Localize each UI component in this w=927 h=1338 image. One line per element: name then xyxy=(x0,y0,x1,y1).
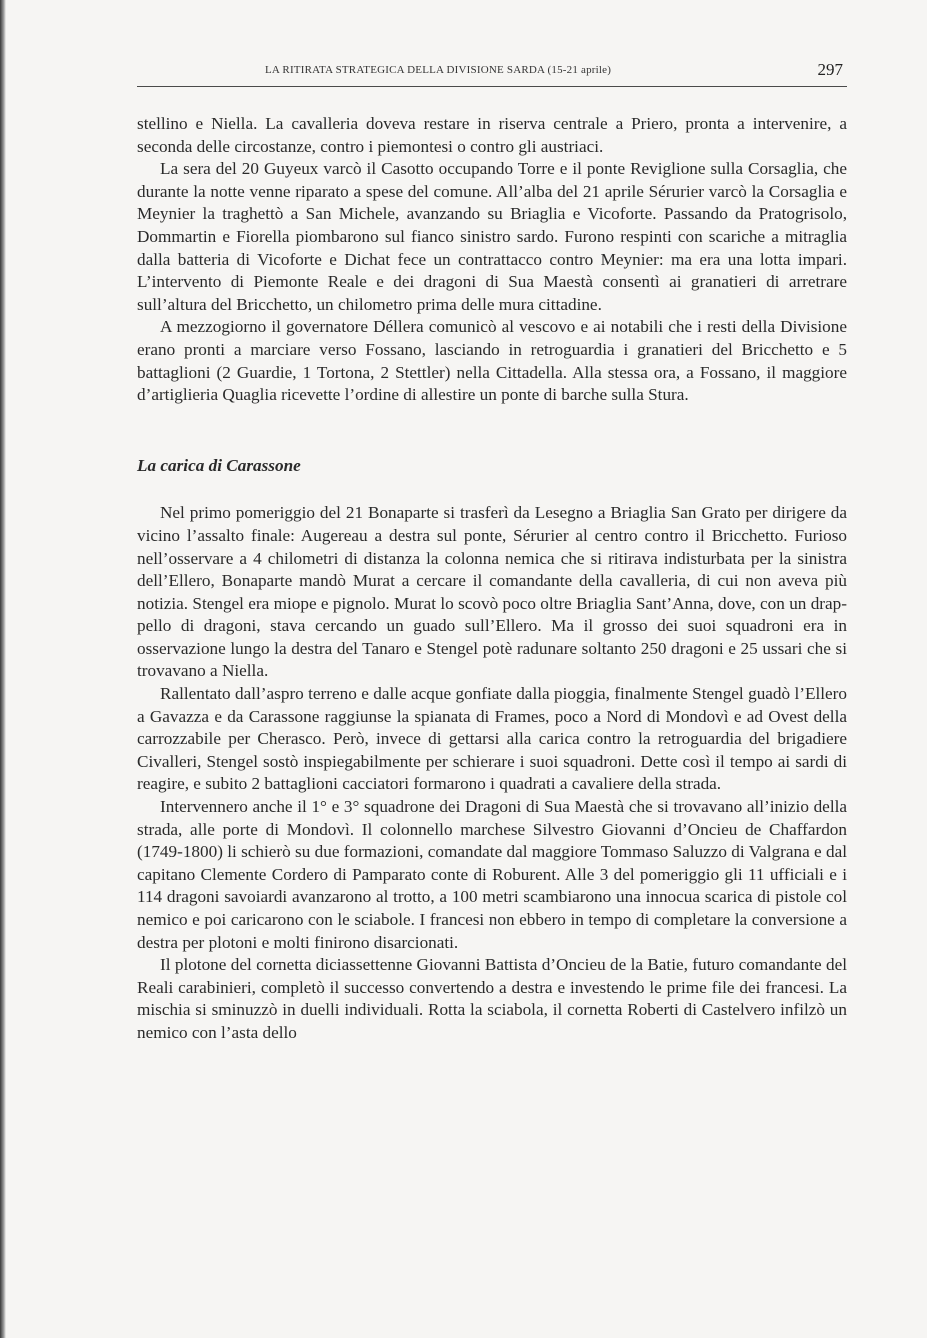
paragraph: La sera del 20 Guyeux varcò il Casotto occupando Torre e il ponte Reviglione sulla Corsaglia, che durante la notte venne riparato a spese del comune. All’alba del 21 aprile Sérurier varcò la Corsaglia e Meynier la traghettò a San Michele, avanzando su Briaglia e Vicoforte. Passando da Pratogrisolo, Dommartin e Fiorella piombarono sul fianco sinistro sardo. Furono respinti con scariche a mitraglia dalla batteria di Vicoforte e Dichat fece un contrattacco contro Meynier: ma era una lotta impari. L’intervento di Piemonte Reale e dei dragoni di Sua Maestà consentì ai granatieri di arretrare sull’altura del Bricchetto, un chilometro prima delle mura cittadine. xyxy=(137,159,847,314)
running-header xyxy=(137,60,847,87)
body-text xyxy=(137,113,847,1045)
page-number: 297 xyxy=(817,60,843,79)
section-heading: La carica di Carassone xyxy=(137,455,301,475)
paragraph: Il plotone del cornetta diciassettenne Giovanni Battista d’Oncieu de la Batie, futuro comandante del Reali carabinieri, completò il successo convertendo a destra e investendo le prime file dei francesi. La mischia si sminuzzò in duelli individuali. Rotta la sciabola, il cornetta Roberti di Castelvero infilzò un nemico con l’asta dello xyxy=(137,955,847,1042)
paragraph: A mezzogiorno il governatore Déllera comunicò al vescovo e ai notabili che i resti della Divisione erano pronti a marciare verso Fossano, lasciando in retroguardia i granatieri del Bricchetto e 5 battaglioni (2 Guardie, 1 Tortona, 2 Stettler) nella Cittadella. Alla stessa ora, a Fossano, il maggiore d’artiglieria Quaglia ricevette l’ordine di allestire un ponte di barche sulla Stura. xyxy=(137,317,847,405)
page-binding-edge xyxy=(0,0,6,1338)
running-title: LA RITIRATA STRATEGICA DELLA DIVISIONE SARDA (15-21 aprile) xyxy=(265,64,612,76)
paragraph: Rallentato dall’aspro terreno e dalle acque gonfiate dalla pioggia, finalmente Stengel guadò l’Ellero a Gavazza e da Carassone raggiunse la spianata di Frames, poco a Nord di Mondovì e ad Ovest della carrozzabile per Cherasco. Però, invece di gettarsi alla carica contro la retroguardia del brigadiere Civalleri, Stengel sostò inspiegabilmente per schierare i suoi squadroni. Dette così il tempo ai sardi di reagire, e subito 2 battaglioni cacciatori formarono i quadrati a cavaliere della strada. xyxy=(137,684,847,794)
paragraph: Nel primo pomeriggio del 21 Bonaparte si trasferì da Lesegno a Briaglia San Grato per dirigere da vicino l’assalto finale: Augereau a destra sul ponte, Sérurier al centro contro il Bricchetto. Furioso nell’osservare a 4 chilometri di distanza la colonna nemica che si ritirava indisturbata per la sinistra dell’Ellero, Bonaparte mandò Murat a cercare il comandante della cavalleria, di cui non aveva più notizia. Stengel era miope e pignolo. Murat lo scovò poco oltre Briaglia Sant’Anna, dove, con un drappello di dragoni, stava cercando un guado sull’Ellero. Ma il grosso dei suoi squadroni era in osservazione lungo la destra del Tanaro e Stengel potè radunare soltanto 250 dragoni e 25 ussari che si trovavano a Niella. xyxy=(137,503,847,681)
paragraph: Intervennero anche il 1° e 3° squadrone dei Dragoni di Sua Maestà che si trovavano all’inizio della strada, alle porte di Mondovì. Il colonnello marchese Silvestro Giovanni d’Oncieu de Chaffardon (1749-1800) li schierò su due formazioni, comandate dal maggiore Tommaso Saluzzo di Valgrana e dal capitano Clemente Cordero di Pamparato conte di Roburent. Alle 3 del pomeriggio gli 11 ufficiali e i 114 dragoni savoiardi avanzarono al trotto, a 100 metri scambiarono una innocua scarica di pistole col nemico e poi caricarono con le sciabole. I francesi non ebbero in tempo di completare la conversione a destra per plotoni e molti finirono disarcionati. xyxy=(137,797,847,952)
paragraph-continued: stellino e Niella. La cavalleria doveva restare in riserva centrale a Priero, pronta a intervenire, a seconda delle circostanze, contro i piemontesi o contro gli austriaci. xyxy=(137,114,847,156)
